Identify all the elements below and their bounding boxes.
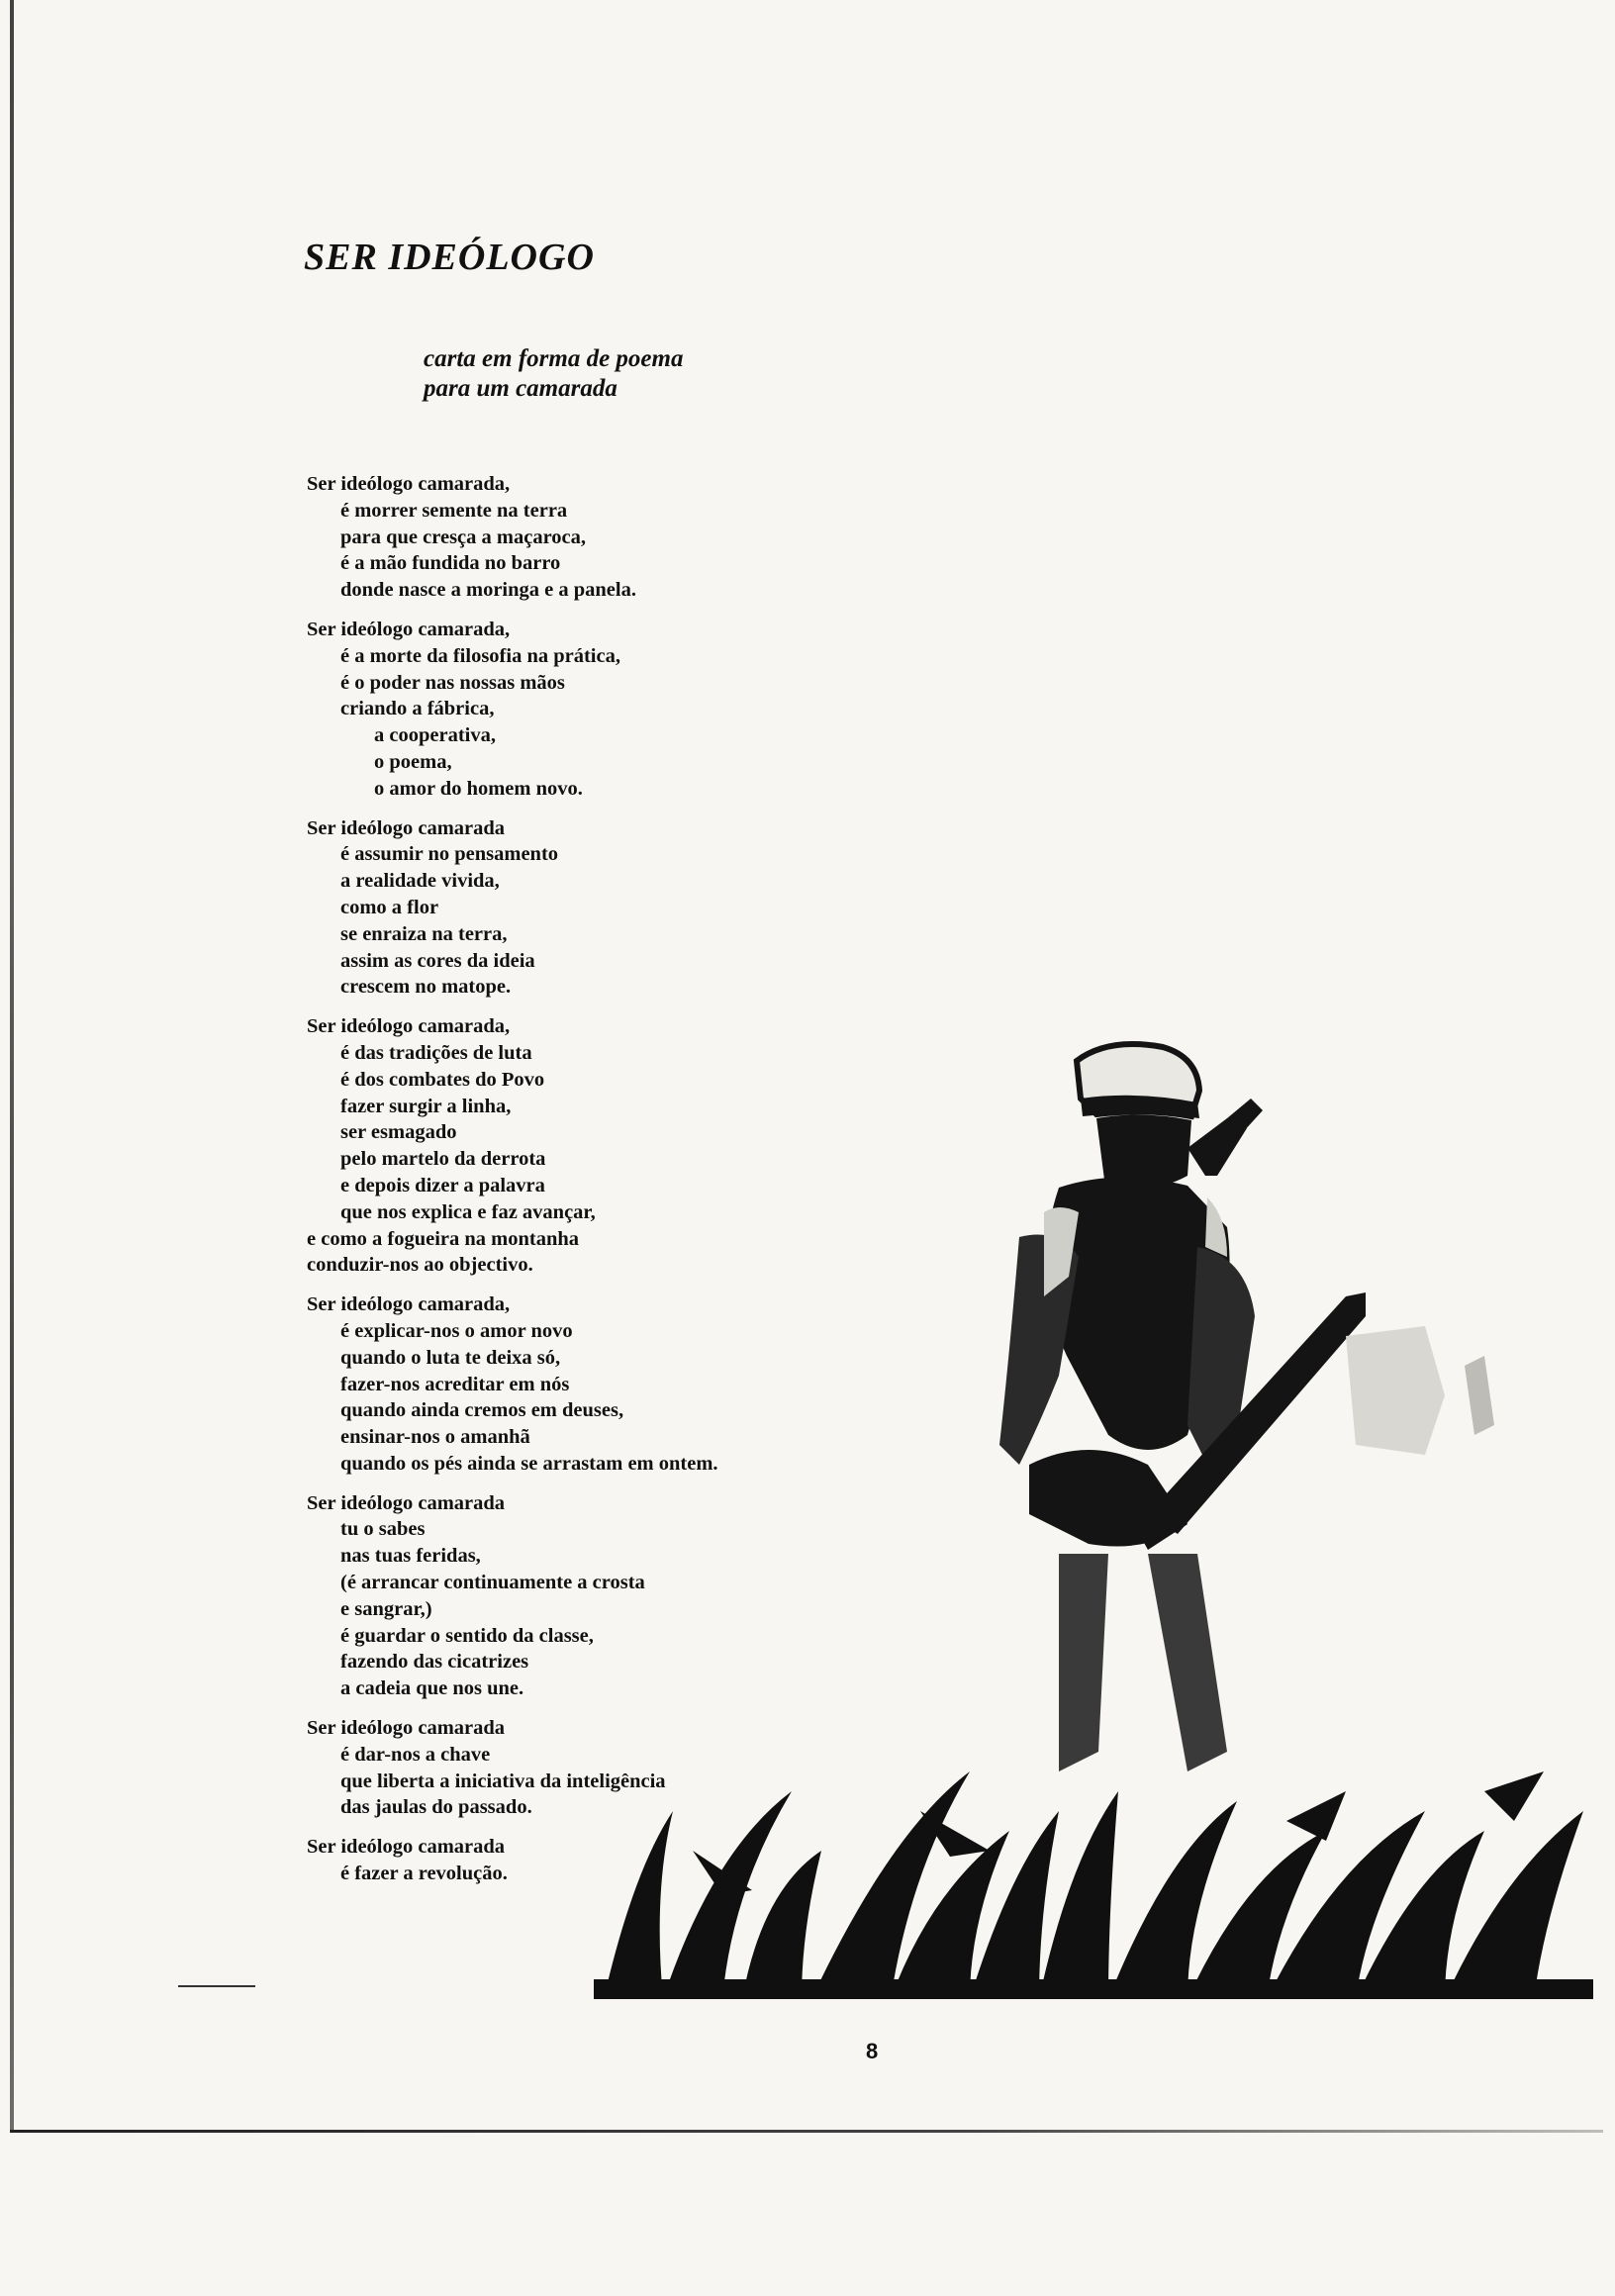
poem-line: é explicar-nos o amor novo: [340, 1319, 573, 1342]
poem-line: a realidade vivida,: [340, 870, 500, 893]
poem-line: é assumir no pensamento: [340, 843, 559, 866]
short-divider-rule: [178, 1985, 255, 1987]
left-border-rule: [10, 0, 14, 2133]
poem-line: conduzir-nos ao objectivo.: [307, 1254, 533, 1277]
poem-line: é a morte da filosofia na prática,: [340, 644, 620, 667]
poem-line: (é arrancar continuamente a crosta: [340, 1572, 645, 1594]
poem-line: é morrer semente na terra: [340, 499, 568, 522]
poem-line: é o poder nas nossas mãos: [340, 671, 565, 694]
poem-line: como a flor: [340, 896, 439, 918]
poem-line: Ser ideólogo camarada,: [307, 618, 511, 640]
poem-line: fazer-nos acreditar em nós: [340, 1373, 570, 1395]
poem-line: tu o sabes: [340, 1518, 426, 1541]
poem-line: é das tradições de luta: [340, 1041, 532, 1064]
poem-line: Ser ideólogo camarada,: [307, 473, 511, 495]
poem-line: quando o luta te deixa só,: [340, 1346, 561, 1369]
poem-line: Ser ideólogo camarada: [307, 1836, 506, 1859]
poem-line: é dos combates do Povo: [340, 1068, 545, 1091]
poem-line: pelo martelo da derrota: [340, 1148, 546, 1171]
page-number: 8: [866, 2039, 879, 2063]
poem-line: crescem no matope.: [340, 976, 512, 999]
poem-line: se enraiza na terra,: [340, 922, 508, 945]
poem-line: Ser ideólogo camarada: [307, 816, 506, 839]
poem-line: a cooperativa,: [374, 724, 496, 747]
poem-line: é guardar o sentido da classe,: [340, 1624, 594, 1647]
poem-line: e como a fogueira na montanha: [307, 1227, 580, 1250]
subtitle-line: para um camarada: [424, 375, 618, 402]
poem-line: que nos explica e faz avançar,: [340, 1200, 596, 1223]
poem-line: e sangrar,): [340, 1597, 432, 1620]
poem-line: é a mão fundida no barro: [340, 552, 561, 575]
subtitle-line: carta em forma de poema: [424, 345, 684, 372]
poem-line: Ser ideólogo camarada,: [307, 1293, 511, 1316]
poem-title: SER IDEÓLOGO: [304, 237, 595, 278]
poem-line: Ser ideólogo camarada,: [307, 1015, 511, 1038]
poem-line: criando a fábrica,: [340, 698, 495, 720]
stanza: [307, 617, 718, 803]
poem-line: é fazer a revolução.: [340, 1863, 508, 1885]
poem-line: que liberta a iniciativa da inteligência: [340, 1770, 666, 1792]
poem-line: ser esmagado: [340, 1121, 457, 1144]
poem-line: Ser ideólogo camarada: [307, 1717, 506, 1740]
poem-line: ensinar-nos o amanhã: [340, 1426, 530, 1449]
poem-line: assim as cores da ideia: [340, 949, 535, 972]
soldier-with-machete-in-field-icon: [594, 1000, 1603, 2019]
poem-line: Ser ideólogo camarada: [307, 1491, 506, 1514]
poem-subtitle: [424, 344, 683, 404]
poem-line: o poema,: [374, 750, 452, 773]
bottom-border-rule: [10, 2130, 1603, 2133]
poem-line: nas tuas feridas,: [340, 1545, 481, 1568]
poem-line: a cadeia que nos une.: [340, 1677, 524, 1700]
poem-line: é dar-nos a chave: [340, 1743, 491, 1766]
poem-line: fazendo das cicatrizes: [340, 1651, 529, 1674]
poem-line: fazer surgir a linha,: [340, 1095, 512, 1117]
poem-line: das jaulas do passado.: [340, 1796, 532, 1819]
stanza: [307, 471, 718, 604]
stanza: [307, 815, 718, 1002]
poem-line: donde nasce a moringa e a panela.: [340, 579, 636, 602]
poem-line: o amor do homem novo.: [374, 777, 583, 800]
poem-line: quando os pés ainda se arrastam em ontem.: [340, 1452, 718, 1475]
poem-line: e depois dizer a palavra: [340, 1174, 545, 1196]
poem-line: para que cresça a maçaroca,: [340, 526, 587, 548]
poem-line: quando ainda cremos em deuses,: [340, 1399, 624, 1422]
